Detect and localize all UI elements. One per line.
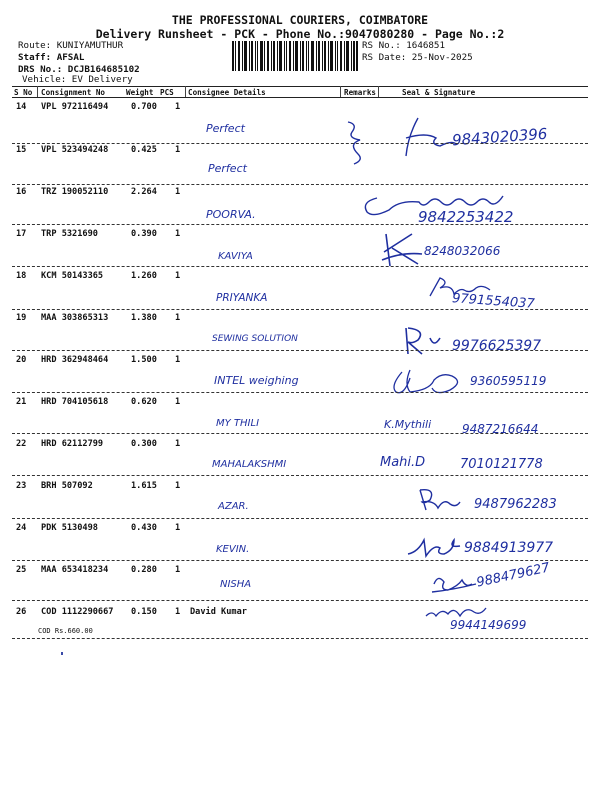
row-divider bbox=[12, 600, 588, 601]
phone-handwritten: 9884913977 bbox=[464, 540, 554, 556]
consignee-name: David Kumar bbox=[190, 607, 247, 617]
row-divider bbox=[12, 638, 588, 639]
company-title: THE PROFESSIONAL COURIERS, COIMBATORE bbox=[171, 13, 429, 27]
row-divider bbox=[12, 224, 588, 225]
signature-row16 bbox=[355, 182, 585, 222]
header-bottom-rule bbox=[12, 97, 588, 98]
consignee-handwritten: AZAR. bbox=[218, 501, 249, 512]
consignee-handwritten: MAHALAKSHMI bbox=[212, 459, 287, 470]
col-seal: Seal & Signature bbox=[402, 88, 476, 97]
col-divider-sno bbox=[37, 86, 38, 97]
signature-row20 bbox=[388, 366, 472, 398]
header-top-rule bbox=[12, 86, 588, 87]
row-consignment: COD 1112290667 bbox=[41, 607, 114, 617]
row-pcs: 1 bbox=[175, 313, 181, 323]
col-divider-consignee bbox=[185, 86, 186, 97]
row-sno: 25 bbox=[16, 565, 27, 575]
row-sno: 22 bbox=[16, 439, 27, 449]
consignee-handwritten: KEVIN. bbox=[216, 544, 250, 555]
row-pcs: 1 bbox=[175, 187, 181, 197]
row-pcs: 1 bbox=[175, 523, 181, 533]
consignee-handwritten: Perfect bbox=[208, 162, 247, 175]
signature-row26 bbox=[420, 602, 500, 624]
row-consignment: VPL 523494248 bbox=[41, 145, 109, 155]
consignee-handwritten: PRIYANKA bbox=[216, 292, 268, 304]
row-weight: 1.260 bbox=[131, 271, 157, 281]
runsheet-subtitle: Delivery Runsheet - PCK - Phone No.:9047080280 - Page No.:2 bbox=[95, 27, 505, 41]
row-divider bbox=[12, 143, 588, 144]
row-divider bbox=[12, 518, 588, 519]
row-consignment: TRZ 190052110 bbox=[41, 187, 109, 197]
row-pcs: 1 bbox=[175, 355, 181, 365]
row-weight: 1.380 bbox=[131, 313, 157, 323]
ink-dot bbox=[61, 652, 63, 655]
signature-row23 bbox=[412, 484, 468, 514]
row-weight: 0.280 bbox=[131, 565, 157, 575]
row-divider bbox=[12, 350, 588, 351]
consignee-handwritten: MY THILI bbox=[216, 418, 260, 429]
drs-label: DRS No.: DCJB164685102 bbox=[18, 64, 140, 75]
row-divider bbox=[12, 309, 588, 310]
row-weight: 0.425 bbox=[131, 145, 157, 155]
row-weight: 0.620 bbox=[131, 397, 157, 407]
col-consignment: Consignment No bbox=[41, 88, 106, 97]
signature-row14 bbox=[340, 108, 460, 168]
phone-handwritten: 9487216644 bbox=[462, 422, 539, 436]
row-sno: 26 bbox=[16, 607, 27, 617]
col-divider-remarks bbox=[340, 86, 341, 97]
row-pcs: 1 bbox=[175, 145, 181, 155]
row-pcs: 1 bbox=[175, 271, 181, 281]
consignee-handwritten: POORVA. bbox=[206, 208, 256, 221]
phone-handwritten: 9791554037 bbox=[451, 291, 536, 312]
row-pcs: 1 bbox=[175, 102, 181, 112]
cod-amount: COD Rs.660.00 bbox=[38, 627, 93, 635]
consignee-handwritten: Perfect bbox=[206, 122, 245, 135]
signature-row25 bbox=[428, 572, 480, 598]
row-consignment: KCM 50143365 bbox=[41, 271, 104, 281]
row-sno: 20 bbox=[16, 355, 27, 365]
row-sno: 17 bbox=[16, 229, 27, 239]
phone-handwritten: 9487962283 bbox=[474, 497, 557, 512]
row-consignment: HRD 362948464 bbox=[41, 355, 109, 365]
rs-number: RS No.: 1646851 bbox=[362, 40, 445, 51]
row-pcs: 1 bbox=[175, 481, 181, 491]
row-sno: 15 bbox=[16, 145, 27, 155]
row-weight: 1.615 bbox=[131, 481, 157, 491]
row-pcs: 1 bbox=[175, 439, 181, 449]
signature-name-handwritten: K.Mythili bbox=[384, 418, 432, 431]
row-sno: 24 bbox=[16, 523, 27, 533]
row-weight: 0.700 bbox=[131, 102, 157, 112]
row-consignment: MAA 303865313 bbox=[41, 313, 109, 323]
signature-row19 bbox=[400, 324, 460, 356]
row-pcs: 1 bbox=[175, 229, 181, 239]
col-weight: Weight bbox=[126, 88, 154, 97]
row-weight: 0.430 bbox=[131, 523, 157, 533]
row-divider bbox=[12, 560, 588, 561]
row-consignment: VPL 972116494 bbox=[41, 102, 109, 112]
row-sno: 18 bbox=[16, 271, 27, 281]
phone-handwritten: 9842253422 bbox=[418, 208, 514, 226]
col-consignee: Consignee Details bbox=[188, 88, 266, 97]
consignee-handwritten: NISHA bbox=[220, 579, 252, 590]
consignee-handwritten: SEWING SOLUTION bbox=[212, 334, 298, 344]
signature-row17 bbox=[380, 230, 430, 270]
row-pcs: 1 bbox=[175, 607, 181, 617]
row-consignment: HRD 704105618 bbox=[41, 397, 109, 407]
vehicle-label: Vehicle: EV Delivery bbox=[22, 74, 133, 85]
route-label: Route: KUNIYAMUTHUR bbox=[18, 40, 124, 51]
phone-handwritten: 9944149699 bbox=[450, 618, 527, 632]
row-weight: 0.150 bbox=[131, 607, 157, 617]
phone-handwritten: 7010121778 bbox=[460, 457, 543, 472]
row-divider bbox=[12, 266, 588, 267]
phone-handwritten: 9976625397 bbox=[452, 338, 542, 354]
top-faded-strip bbox=[130, 0, 470, 9]
row-weight: 2.264 bbox=[131, 187, 157, 197]
row-pcs: 1 bbox=[175, 565, 181, 575]
phone-handwritten: 9360595119 bbox=[470, 374, 547, 388]
col-divider-seal bbox=[378, 86, 379, 97]
row-weight: 0.390 bbox=[131, 229, 157, 239]
signature-name-handwritten: Mahi.D bbox=[380, 455, 426, 470]
barcode bbox=[232, 41, 358, 71]
row-divider bbox=[12, 392, 588, 393]
phone-handwritten: 8248032066 bbox=[424, 244, 501, 258]
row-divider bbox=[12, 475, 588, 476]
row-sno: 16 bbox=[16, 187, 27, 197]
row-sno: 19 bbox=[16, 313, 27, 323]
row-sno: 14 bbox=[16, 102, 27, 112]
row-consignment: BRH 507092 bbox=[41, 481, 93, 491]
row-consignment: HRD 62112799 bbox=[41, 439, 104, 449]
staff-label: Staff: AFSAL bbox=[18, 52, 85, 63]
row-consignment: MAA 653418234 bbox=[41, 565, 109, 575]
row-consignment: TRP 5321690 bbox=[41, 229, 98, 239]
col-remarks: Remarks bbox=[344, 88, 377, 97]
consignee-handwritten: INTEL weighing bbox=[214, 374, 299, 387]
col-pcs: PCS bbox=[160, 88, 174, 97]
row-consignment: PDK 5130498 bbox=[41, 523, 98, 533]
rs-date: RS Date: 25-Nov-2025 bbox=[362, 52, 473, 63]
row-divider bbox=[12, 433, 588, 434]
phone-handwritten: 988479627 bbox=[475, 560, 552, 591]
row-sno: 23 bbox=[16, 481, 27, 491]
col-sno: S No bbox=[14, 88, 33, 97]
row-weight: 1.500 bbox=[131, 355, 157, 365]
row-sno: 21 bbox=[16, 397, 27, 407]
row-weight: 0.300 bbox=[131, 439, 157, 449]
signature-row24 bbox=[404, 532, 464, 560]
consignee-handwritten: KAVIYA bbox=[218, 251, 253, 262]
row-pcs: 1 bbox=[175, 397, 181, 407]
phone-handwritten: 9843020396 bbox=[451, 124, 548, 150]
signature-row18 bbox=[420, 274, 540, 304]
